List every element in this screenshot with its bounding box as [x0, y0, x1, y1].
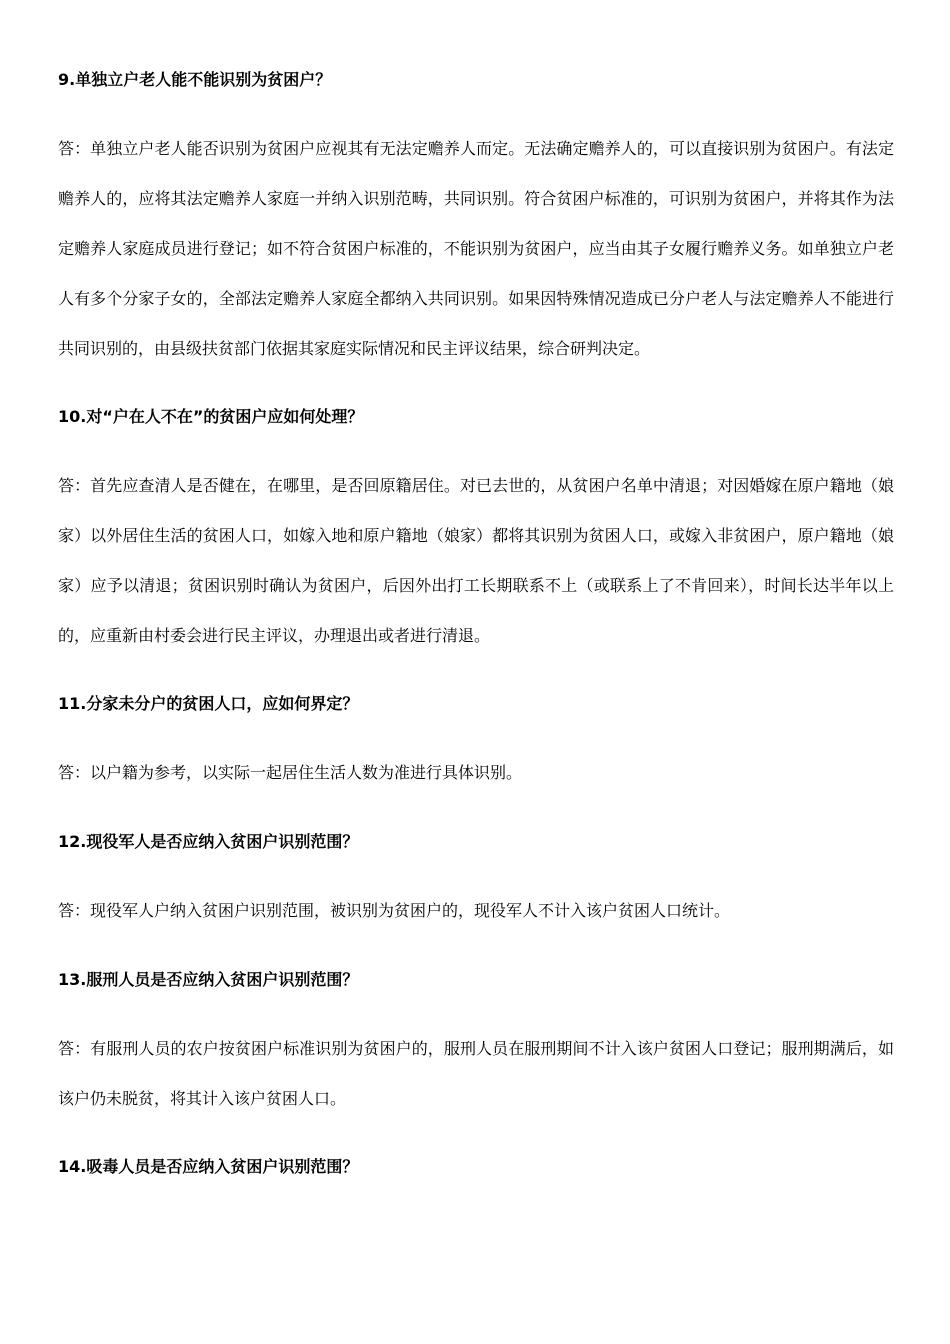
question-9: 9.单独立户老人能不能识别为贫困户？ [58, 70, 332, 89]
answer-13: 答：有服刑人员的农户按贫困户标准识别为贫困户的，服刑人员在服刑期间不计入该户贫困人口登记；服刑期满后，如该户仍未脱贫，将其计入该户贫困人口。 [58, 1039, 894, 1108]
question-12: 12.现役军人是否应纳入贫困户识别范围？ [58, 832, 359, 851]
answer-10: 答：首先应查清人是否健在，在哪里，是否回原籍居住。对已去世的，从贫困户名单中清退；对因婚嫁在原户籍地（娘家）以外居住生活的贫困人口，如嫁入地和原户籍地（娘家）都将其识别为贫困人口，或嫁入非贫困户，原户籍地（娘家）应予以清退；贫困识别时确认为贫困户，后因外出打工长期联系不上（或联系上了不肯回来），时间长达半年以上的，应重新由村委会进行民主评议，办理退出或者进行清退。 [58, 476, 894, 645]
question-13: 13.服刑人员是否应纳入贫困户识别范围？ [58, 970, 359, 989]
answer-12: 答：现役军人户纳入贫困户识别范围，被识别为贫困户的，现役军人不计入该户贫困人口统计。 [58, 901, 731, 920]
question-14: 14.吸毒人员是否应纳入贫困户识别范围？ [58, 1157, 359, 1176]
answer-9: 答：单独立户老人能否识别为贫困户应视其有无法定赡养人而定。无法确定赡养人的，可以直接识别为贫困户。有法定赡养人的，应将其法定赡养人家庭一并纳入识别范畴，共同识别。符合贫困户标准的，可识别为贫困户，并将其作为法定赡养人家庭成员进行登记；如不符合贫困户标准的，不能识别为贫困户，应当由其子女履行赡养义务。如单独立户老人有多个分家子女的，全部法定赡养人家庭全都纳入共同识别。如果因特殊情况造成已分户老人与法定赡养人不能进行共同识别的，由县级扶贫部门依据其家庭实际情况和民主评议结果，综合研判决定。 [58, 139, 894, 358]
answer-11: 答：以户籍为参考，以实际一起居住生活人数为准进行具体识别。 [58, 763, 523, 782]
question-11: 11.分家未分户的贫困人口，应如何界定？ [58, 694, 359, 713]
question-10: 10.对“户在人不在”的贫困户应如何处理？ [58, 407, 364, 426]
